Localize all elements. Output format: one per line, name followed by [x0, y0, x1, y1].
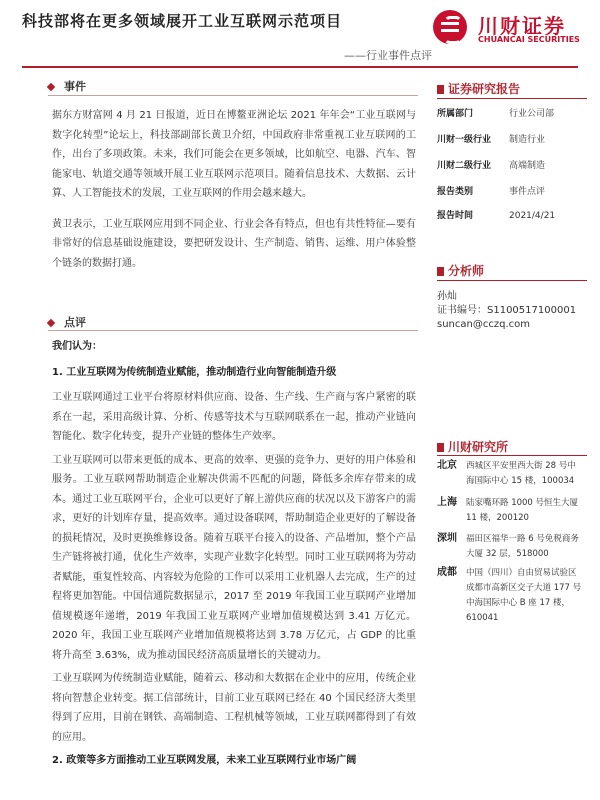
info-key: 报告类别 — [437, 187, 474, 197]
analyst-name: 孙灿 — [437, 291, 457, 302]
comment-paragraph: 工业互联网可以带来更低的成本、更高的效率、更强的竞争力、更好的用户体验和服务。工业互联网帮助制造企业解决供需不匹配的问题，降低多余库存带来的成本。通过工业互联网平台，企业可以更好了解上游供应商的状况以及下游客户的需求，更好的计划库存量，提高效率。通过设备联网，帮助制造企业更好的了解设备的损耗情况，及时更换维修设备。随着互联平台接入的设备、产品增加，整个产品生产链将被打通，优化生产效率，实现产业数字化转型。同时工业互联网将为劳动者赋能，重复性较高、内容较为危险的工作可以采用工业机器人去完成，生产的过程将更加智能。中国信通院数据显示，2017 至 2019 年我国工业互联网产业增加值规模逐年递增，2019 年我国工业互联网产业增加值规模达到 3.41 万亿元。2020 年，我国工业互联网产业增加值规模将达到 3.78 万亿元，占 GDP 的比重将升高至 3.63%，成为推动国民经济高质量增长的关键动力。 — [52, 454, 416, 661]
office-address: 福田区福华一路 6 号免税商务大厦 32 层，518000 — [466, 534, 579, 559]
comment-paragraph: 工业互联网为传统制造业赋能，随着云、移动和大数据在企业中的应用，传统企业将向智慧企业转变。据工信部统计，目前工业互联网已经在 40 个国民经济大类里得到了应用，目前在钢铁、高端制造、工程机械等领域，工业互联网都得到了有效的应用。 — [52, 673, 416, 743]
info-value: 事件点评 — [509, 187, 546, 197]
section-heading-comment — [48, 314, 86, 330]
section-heading-comment-label: 点评 — [64, 316, 86, 329]
header-divider — [22, 66, 578, 68]
section-heading-event — [48, 78, 86, 94]
office-address: 西城区平安里西大街 28 号中海国际中心 15 楼，100034 — [466, 461, 576, 486]
brand-name-cn: 川财证券 — [478, 14, 566, 38]
point-heading-2: 2. 政策等多方面推动工业互联网发展，未来工业互联网行业市场广阔 — [52, 755, 357, 766]
info-key: 所属部门 — [437, 109, 474, 119]
office-city: 成都 — [437, 567, 457, 578]
event-body — [52, 106, 416, 273]
flag-icon — [437, 85, 444, 94]
info-row — [437, 180, 587, 204]
section-divider — [48, 95, 418, 96]
event-paragraph: 据东方财富网 4 月 21 日报道，近日在博鳌亚洲论坛 2021 年年会“工业互联网与数字化转型”论坛上，科技部副部长黄卫介绍，中国政府非常重视工业互联网的工作，出台了多项政策。未来，我们可能会在更多领域，比如航空、电器、汽车、智能家电、轨道交通等领域开展工业互联网示范项目。随着信息技术、大数据、云计算、人工智能技术的发展，工业互联网的作用会越来越大。 — [52, 110, 416, 199]
analyst-cert: 证书编号：S1100517100001 — [437, 305, 577, 316]
event-paragraph: 黄卫表示，工业互联网应用到不同企业、行业会各有特点，但也有共性特征—要有非常好的信息基础设施建设，要把研发设计、生产制造、销售、运维、用户体验整个链条的数据打通。 — [52, 218, 416, 269]
info-value: 行业公司部 — [509, 109, 555, 119]
info-key: 川财一级行业 — [437, 135, 492, 145]
point-heading-1: 1. 工业互联网为传统制造业赋能，推动制造行业向智能制造升级 — [52, 366, 337, 378]
diamond-bullet-icon — [47, 83, 55, 91]
analyst-heading-label: 分析师 — [448, 264, 485, 278]
info-row — [437, 204, 587, 228]
info-value: 高端制造 — [509, 161, 546, 171]
comment-paragraph: 工业互联网通过工业平台将原材料供应商、设备、生产线、生产商与客户紧密的联系在一起，采用高级计算、分析、传感等技术与互联网联系在一起，推动产业链向智能化、数字化转变，提升产业链的整体生产效率。 — [52, 392, 416, 442]
sidebar-divider — [437, 98, 587, 99]
institute-heading-label: 川财研究所 — [448, 440, 509, 454]
analyst-heading — [437, 262, 484, 279]
page-subtitle: ——行业事件点评 — [344, 49, 432, 62]
flag-icon — [437, 267, 444, 276]
info-key: 川财二级行业 — [437, 161, 492, 171]
info-row — [437, 102, 587, 126]
office-address: 中国（四川）自由贸易试验区成都市高新区交子大道 177 号中海国际中心 B 座 17 楼，610041 — [466, 568, 582, 623]
sidebar-divider — [437, 280, 587, 281]
section-divider — [48, 330, 418, 331]
page-title: 科技部将在更多领域展开工业互联网示范项目 — [22, 12, 343, 30]
info-value: 2021/4/21 — [509, 211, 556, 221]
report-info-heading — [437, 80, 520, 97]
info-value: 制造行业 — [509, 135, 546, 145]
flag-icon — [437, 443, 444, 452]
info-row — [437, 128, 587, 152]
brand-name-en: CHUANCAI SECURITIES — [478, 35, 580, 44]
comment-body — [52, 337, 416, 771]
report-info-heading-label: 证券研究报告 — [448, 82, 521, 96]
comment-lead: 我们认为： — [52, 341, 102, 352]
office-address: 陆家嘴环路 1000 号恒生大厦 11 楼，200120 — [466, 498, 579, 523]
office-city: 北京 — [437, 460, 457, 471]
office-city: 深圳 — [437, 533, 457, 544]
info-row — [437, 154, 587, 178]
chuancai-logo-icon — [433, 10, 467, 44]
section-heading-event-label: 事件 — [64, 80, 86, 93]
institute-heading — [437, 438, 508, 455]
analyst-email[interactable]: suncan@cczq.com — [437, 319, 530, 330]
diamond-bullet-icon — [47, 319, 55, 327]
info-key: 报告时间 — [437, 211, 474, 221]
sidebar-divider — [437, 455, 587, 456]
office-city: 上海 — [437, 497, 457, 508]
